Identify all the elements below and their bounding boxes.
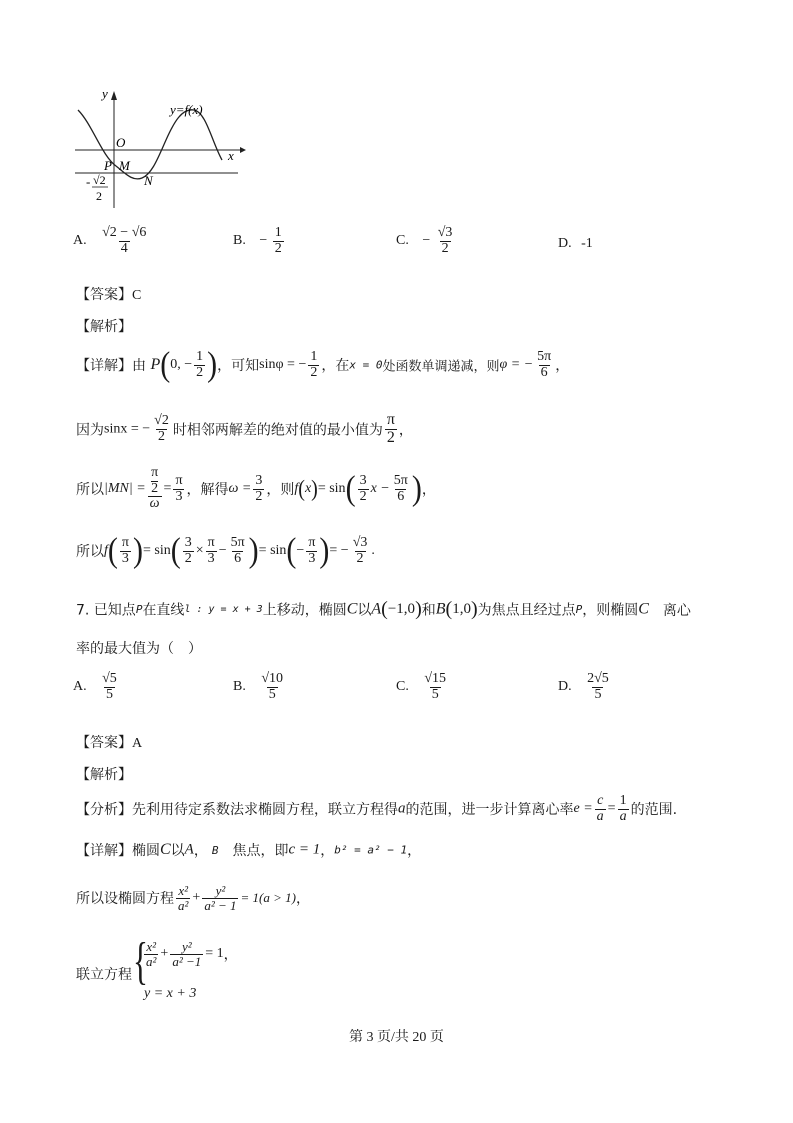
x-label: x — [228, 148, 234, 163]
neg-sign: - — [86, 174, 91, 189]
q7-statement-line1: 7. 已知点P在直线l : y = x + 3上移动，椭圆C以A(−1,0)和B(1,0)为焦点且经过点P，则椭圆C 离心 — [76, 598, 691, 620]
q7-answer: 【答案】A — [76, 735, 143, 751]
q6-analysis-tag: 【解析】 — [76, 319, 132, 335]
q6-detail-line2: 因为sinx = − $\frac{√2}{2}$ 时相邻两解差的绝对值的最小值为 $\frac{\pi}{2}$ ， — [76, 411, 413, 446]
q7-xiangjie: 【详解】椭圆C以A， B 焦点，即c = 1，b² = a² − 1， — [76, 841, 422, 859]
q6-answer: 【答案】C — [76, 287, 142, 303]
q7-statement-line2: 率的最大值为（ ） — [76, 641, 202, 657]
q7-fenxi: 【分析】先利用待定系数法求椭圆方程，联立方程得a的范围，进一步计算离心率e = $\frac{c}{a}$ = $\frac{1}{a}$ 的范围. — [76, 793, 678, 824]
q6-detail-line4: 所以f( $\frac{\pi}{3}$ )= sin( $\frac{3}{2}$ × $\frac{\pi}{3}$ − $\frac{5\pi}{6}$ )= sin(− $\frac{\pi}{3}$ )= − $\frac{√3}{2}$ . — [76, 531, 375, 570]
m-label: M — [119, 158, 130, 173]
curve — [78, 110, 222, 179]
q6-option-c: C. − $\frac{√3}{2}$ — [396, 225, 453, 256]
n-label: N — [144, 173, 153, 188]
function-graph — [70, 86, 250, 211]
q6-option-a: A. $\frac{√2 - √6}{4}$ — [73, 225, 147, 256]
x-axis-arrow — [240, 147, 246, 153]
q7-analysis-tag: 【解析】 — [76, 767, 132, 783]
y-axis-arrow — [111, 91, 117, 100]
sqrt2-label: √2 — [93, 173, 106, 187]
brace: { — [132, 933, 148, 990]
q7-option-b: B. $\frac{√10}{5}$ — [233, 671, 284, 702]
p-label: P — [104, 158, 112, 173]
q6-options — [73, 226, 693, 270]
y-label: y — [102, 86, 108, 101]
q6-detail-line3: 所以|MN| = π 2 ω = $\frac{\pi}{3}$ ，解得ω = $\frac{3}{2}$ ，则f(x)= sin( $\frac{3}{2}$ x − $\frac{5\pi}{6}$ )， — [76, 465, 436, 512]
q7-line3: 所以设椭圆方程 $\frac{\text{x²}}{\text{a²}}$ + $\frac{\text{y²}}{\text{a² − 1}}$ = 1(a > 1)， — [76, 883, 310, 913]
q7-option-a: A. $\frac{√5}{5}$ — [73, 671, 117, 702]
q7-option-d: D. $\frac{2√5}{5}$ — [558, 671, 609, 702]
func-label: y=f(x) — [170, 102, 203, 117]
two-label: 2 — [96, 189, 102, 203]
q6-detail-line1: 【详解】由 P(0, − $\frac{1}{2}$ )，可知sinφ = − $\frac{1}{2}$ ，在x = 0处函数单调递减，则φ = − $\frac{5\pi}{6}$ ， — [76, 345, 570, 384]
q7-options — [73, 672, 693, 716]
q6-option-b: B. − $\frac{1}{2}$ — [233, 225, 282, 256]
origin-label: O — [116, 135, 126, 150]
q6-option-d: D. -1 — [558, 236, 593, 251]
q7-option-c: C. $\frac{√15}{5}$ — [396, 671, 447, 702]
page-footer: 第 3 页/共 20 页 — [349, 1030, 444, 1045]
